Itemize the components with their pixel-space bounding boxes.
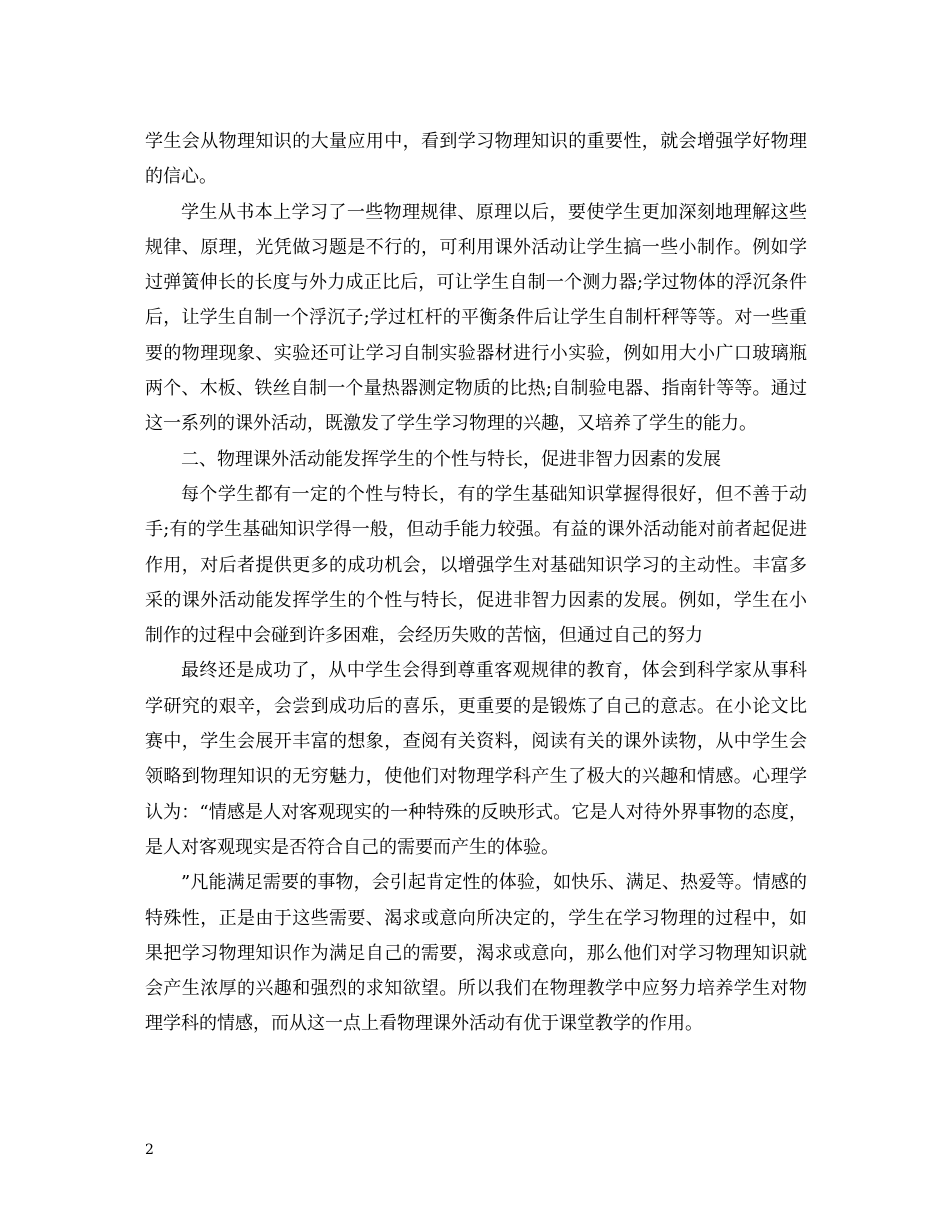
section-heading: 二、物理课外活动能发挥学生的个性与特长，促进非智力因素的发展 <box>181 448 721 470</box>
page-number: 2 <box>145 1142 154 1158</box>
paragraph-3: 每个学生都有一定的个性与特长，有的学生基础知识掌握得很好，但不善于动手;有的学生基础知识学得一般，但动手能力较强。有益的课外活动能对前者起促进作用，对后者提供更多的成功机会，以增强学生对基础知识学习的主动性。丰富多采的课外活动能发挥学生的个性与特长，促进非智力因素的发展。例如，学生在小制作的过程中会碰到许多困难，会经历失败的苦恼，但通过自己的努力 <box>145 483 807 647</box>
paragraph-5: ”凡能满足需要的事物，会引起肯定性的体验，如快乐、满足、热爱等。情感的特殊性，正是由于这些需要、渴求或意向所决定的，学生在学习物理的过程中，如果把学习物理知识作为满足自己的需要，渴求或意向，那么他们对学习物理知识就会产生浓厚的兴趣和强烈的求知欲望。所以我们在物理教学中应努力培养学生对物理学科的情感，而从这一点上看物理课外活动有优于课堂教学的作用。 <box>145 872 807 1035</box>
paragraph-4: 最终还是成功了，从中学生会得到尊重客观规律的教育，体会到科学家从事科学研究的艰辛，会尝到成功后的喜乐，更重要的是锻炼了自己的意志。在小论文比赛中，学生会展开丰富的想象，查阅有关资料，阅读有关的课外读物，从中学生会领略到物理知识的无穷魅力，使他们对物理学科产生了极大的兴趣和情感。心理学认为：“情感是人对客观现实的一种特殊的反映形式。它是人对待外界事物的态度，是人对客观现实是否符合自己的需要而产生的体验。 <box>145 660 807 858</box>
paragraph-1: 学生会从物理知识的大量应用中，看到学习物理知识的重要性，就会增强学好物理的信心。 <box>145 131 807 188</box>
body-text <box>145 124 807 1042</box>
paragraph-2: 学生从书本上学习了一些物理规律、原理以后，要使学生更加深刻地理解这些规律、原理，光凭做习题是不行的，可利用课外活动让学生搞一些小制作。例如学过弹簧伸长的长度与外力成正比后，可让学生自制一个测力器;学过物体的浮沉条件后，让学生自制一个浮沉子;学过杠杆的平衡条件后让学生自制杆秤等等。对一些重要的物理现象、实验还可让学习自制实验器材进行小实验，例如用大小广口玻璃瓶两个、木板、铁丝自制一个量热器测定物质的比热;自制验电器、指南针等等。通过这一系列的课外活动，既激发了学生学习物理的兴趣，又培养了学生的能力。 <box>145 201 807 435</box>
